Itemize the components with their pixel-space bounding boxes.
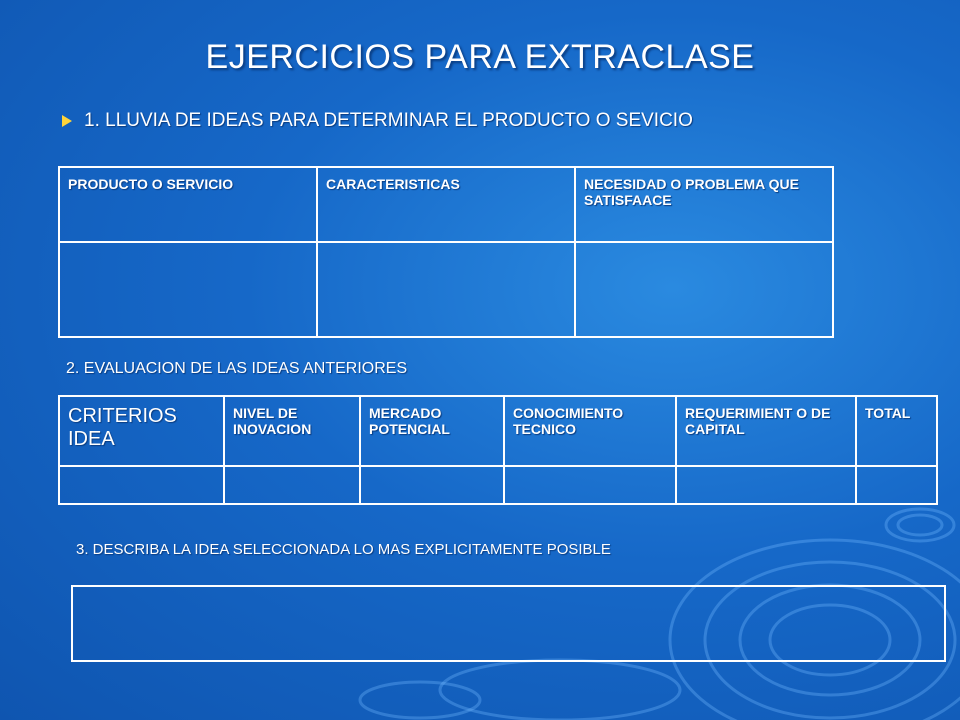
cell-idea[interactable]: [59, 466, 224, 504]
cell-total[interactable]: [856, 466, 937, 504]
header-caracteristicas: CARACTERISTICAS: [317, 167, 575, 242]
page-title: EJERCICIOS PARA EXTRACLASE: [205, 38, 755, 76]
header-criterios: CRITERIOS IDEA: [59, 396, 224, 466]
header-producto: PRODUCTO O SERVICIO: [59, 167, 317, 242]
header-total: TOTAL: [856, 396, 937, 466]
section-1-heading: [60, 110, 693, 132]
cell-producto[interactable]: [59, 242, 317, 337]
arrow-bullet-icon: [62, 115, 72, 127]
evaluation-table: [58, 395, 938, 505]
header-innovacion: NIVEL DE INOVACION: [224, 396, 360, 466]
header-capital: REQUERIMIENT O DE CAPITAL: [676, 396, 856, 466]
cell-necesidad[interactable]: [575, 242, 833, 337]
cell-innovacion[interactable]: [224, 466, 360, 504]
cell-caracteristicas[interactable]: [317, 242, 575, 337]
section-2-heading: 2. EVALUACION DE LAS IDEAS ANTERIORES: [66, 360, 408, 377]
brainstorm-table: [58, 166, 834, 338]
cell-mercado[interactable]: [360, 466, 504, 504]
header-necesidad: NECESIDAD O PROBLEMA QUE SATISFAACE: [575, 167, 833, 242]
cell-conocimiento[interactable]: [504, 466, 676, 504]
cell-capital[interactable]: [676, 466, 856, 504]
section-1-text: 1. LLUVIA DE IDEAS PARA DETERMINAR EL PRODUCTO O SEVICIO: [84, 110, 693, 131]
header-mercado: MERCADO POTENCIAL: [360, 396, 504, 466]
header-conocimiento: CONOCIMIENTO TECNICO: [504, 396, 676, 466]
description-box[interactable]: [71, 585, 946, 662]
section-3-heading: 3. DESCRIBA LA IDEA SELECCIONADA LO MAS EXPLICITAMENTE POSIBLE: [76, 541, 611, 558]
